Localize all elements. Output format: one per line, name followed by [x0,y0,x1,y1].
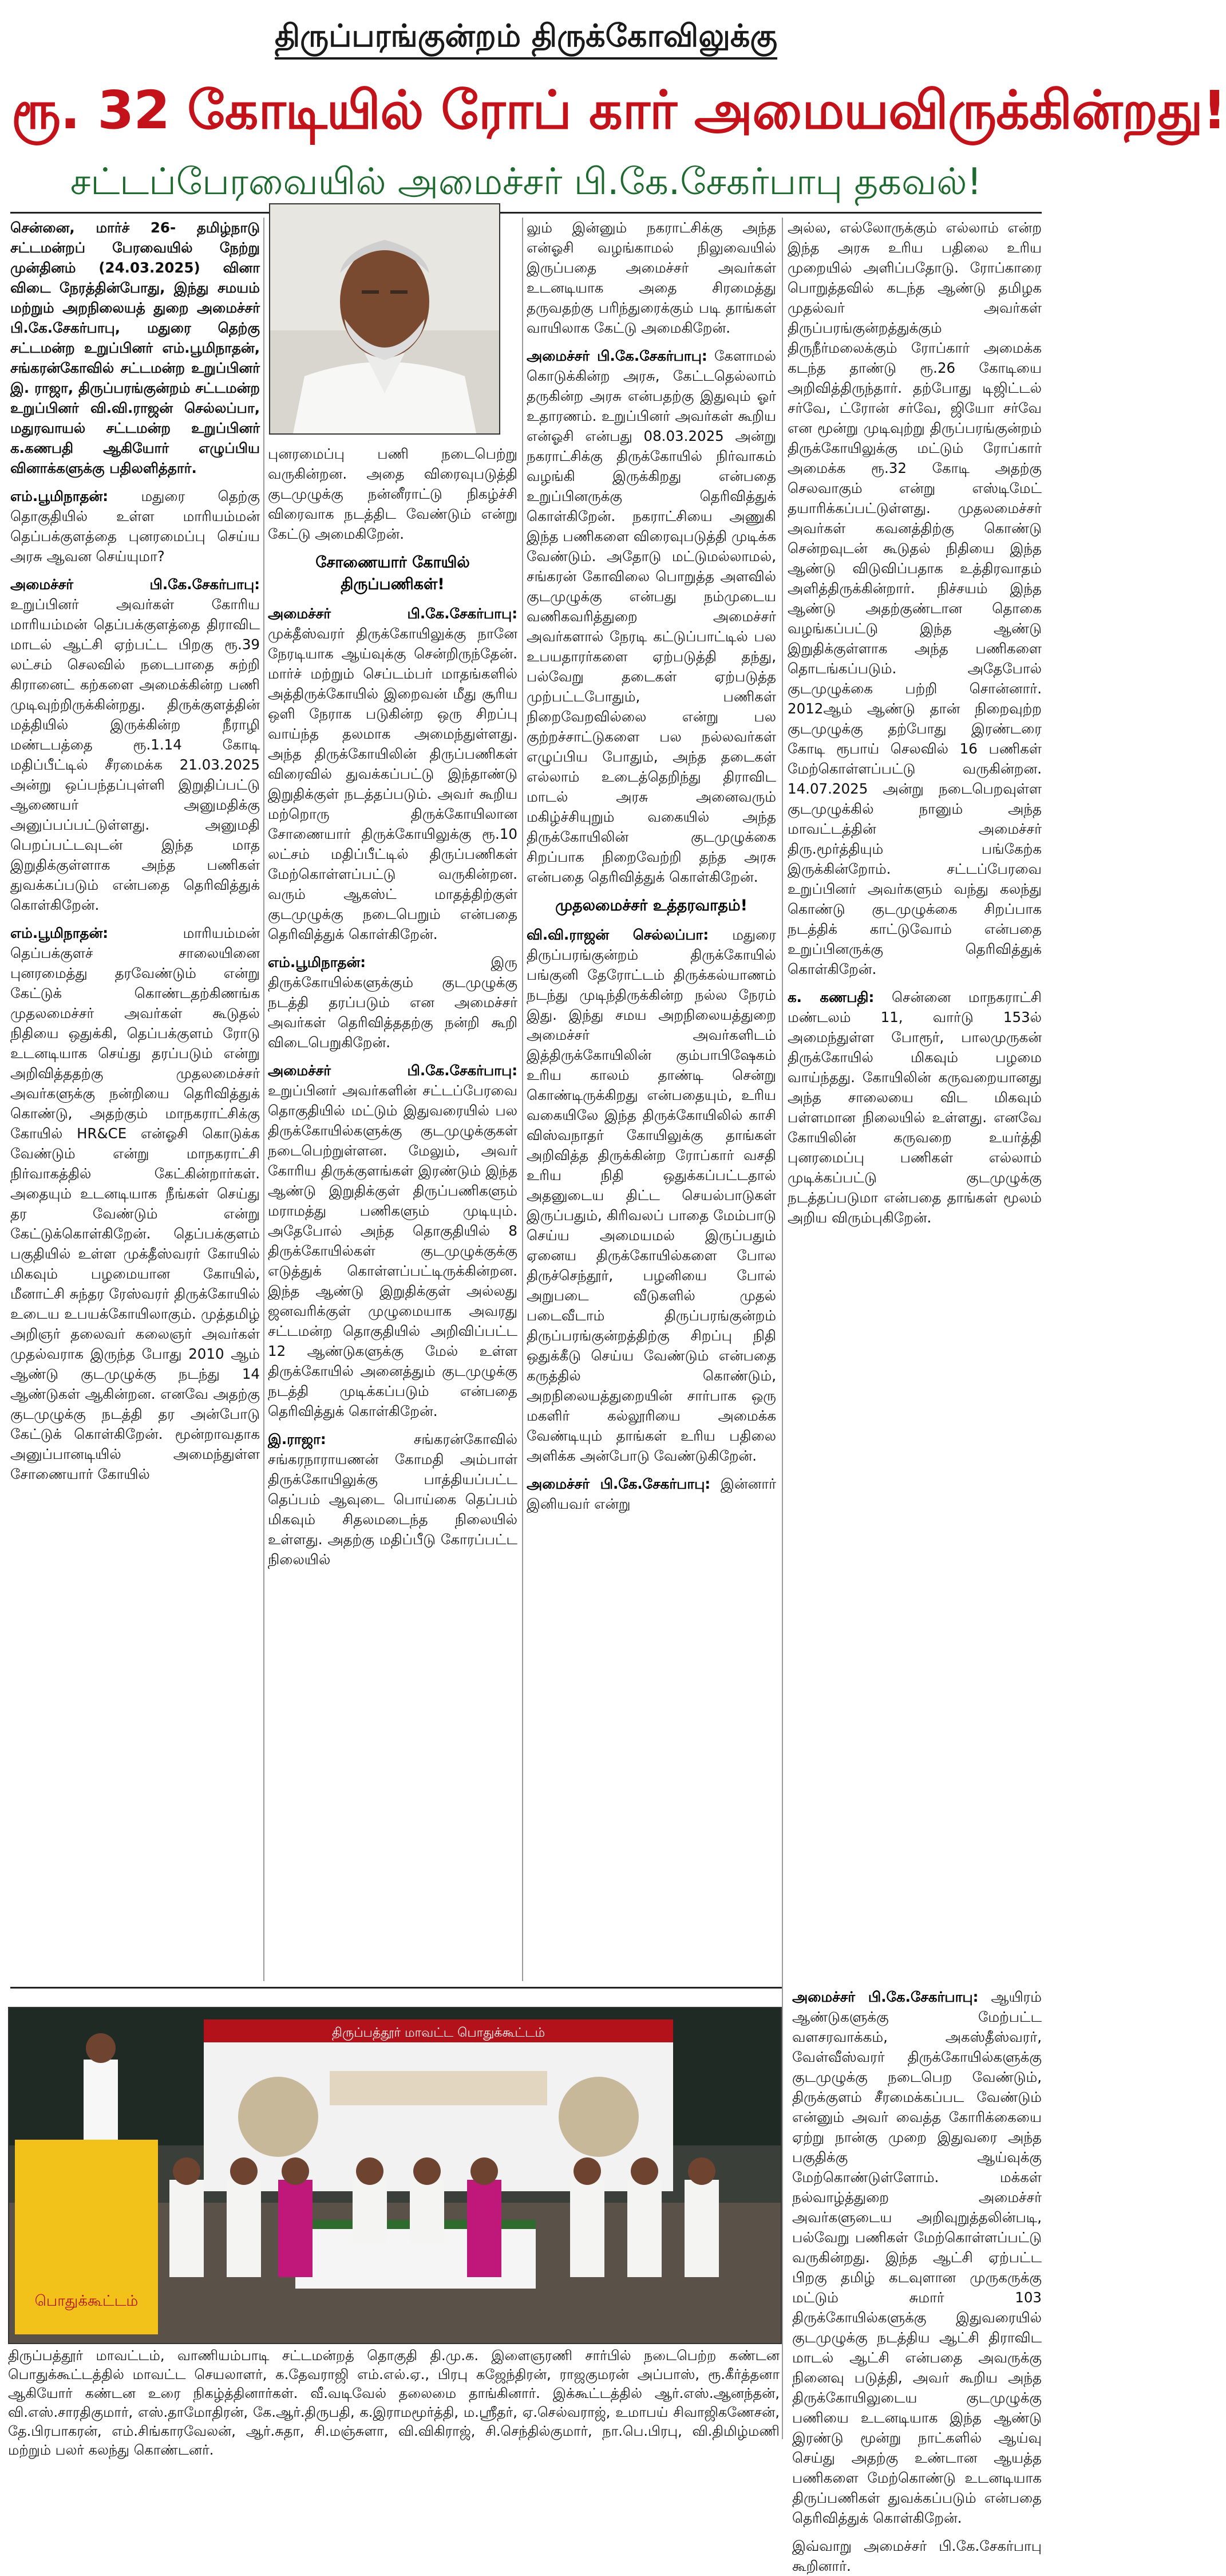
headline: ரூ. 32 கோடியில் ரோப் கார் அமையவிருக்கின்றது! [11,80,1226,141]
minister-portrait [269,203,500,435]
article-column-2 [268,444,517,1981]
qa-paragraph [268,1060,517,1421]
qa-paragraph [527,1474,776,1514]
photo-caption: திருப்பத்தூர் மாவட்டம், வாணியம்பாடி சட்டமன்றத் தொகுதி தி.மு.க. இளைஞரணி சார்பில் நடைபெற்ற கண்டன பொதுக்கூட்டத்தில் மாவட்ட செயலாளர், க.தேவராஜி எம்.எல்.ஏ., பிரபு கஜேந்திரன், ராஜகுமரன் அப்பாஸ், ரூ.கீர்த்தனா ஆகியோர் கண்டன உரை நிகழ்த்தினார்கள். வீ.வடிவேல் தலைமை தாங்கினார். இக்கூட்டத்தில் ஆர்.எஸ்.ஆனந்தன், வி.எஸ்.சாரதிகுமார், எஸ்.தாமோதிரன், கே.ஆர்.திருபதி, க.இராமமூர்த்தி, ம.ஸ்ரீதர், ஏ.செல்வராஜ், உமாபய் சிவாஜிகணேசன், தே.பிரபாகரன், எம்.சிங்காரவேலன், ஆர்.சுதா, சி.மஞ்சுளா, வி.விகிராஜ், சி.செந்தில்குமார், நா.பெ.பிரபு, வி.திமிழ்மணி மற்றும் பலர் கலந்து கொண்டனர். [8,2348,780,2458]
qa-paragraph [10,486,260,566]
kicker-text: திருப்பரங்குன்றம் திருக்கோவிலுக்கு [275,18,777,60]
article-column-1 [10,218,260,1981]
speaker-label: இ.ராஜா: [268,1431,326,1447]
speaker-label: அமைச்சர் பி.கே.சேகர்பாபு: [527,1476,711,1492]
photo-rule [10,1987,782,1989]
qa-paragraph [527,346,776,887]
lead-paragraph: சென்னை, மார்ச் 26- தமிழ்நாடு சட்டமன்றப் பேரவையில் நேற்று முன்தினம் (24.03.2025) வினா விடை நேரத்தின்போது, இந்து சமயம் மற்றும் அறநிலையத் துறை அமைச்சர் பி.கே.சேகர்பாபு, மதுரை தெற்கு சட்டமன்ற உறுப்பினர் எம்.பூமிநாதன், சங்கரன்கோவில் சட்டமன்ற உறுப்பினர் இ. ராஜா, திருப்பரங்குன்றம் சட்டமன்ற உறுப்பினர் வி.வி.ராஜன் செல்லப்பா, மதுரவாயல் சட்டமன்ற உறுப்பினர் க.கணபதி ஆகியோர் எழுப்பிய வினாக்களுக்கு பதிலளித்தார். [10,219,260,476]
event-scene-illustration [9,2008,781,2343]
paragraph-text: லும் இன்னும் நகராட்சிக்கு அந்த என்ஓசி வழங்காமல் நிலுவையில் இருப்பதை அமைச்சர் அவர்கள் உடனடியாக அதை சிரமைத்து தருவதற்கு பரிந்துரைக்கும் படி தாங்கள் வாயிலாக கேட்டு அமைகிறேன். [527,219,776,336]
speaker-label: அமைச்சர் பி.கே.சேகர்பாபு: [10,576,260,593]
qa-paragraph [10,923,260,1484]
speaker-label: க. கணபதி: [788,989,875,1005]
speaker-label: எம்.பூமிநாதன்: [10,488,109,504]
article-column-4 [788,218,1042,1981]
paragraph-text: புனரமைப்பு பணி நடைபெற்று வருகின்றன. அதை விரைவுபடுத்தி குடமுழுக்கு நன்னீராட்டு நிகழ்ச்சி விரைவாக நடத்திட வேண்டும் என்று கேட்டு அமைகிறேன். [268,445,517,542]
speaker-label: அமைச்சர் பி.கே.சேகர்பாபு: [268,1062,517,1079]
qa-paragraph [788,987,1042,1228]
speaker-label: வி.வி.ராஜன் செல்லப்பா: [527,926,709,943]
paragraph-text: உறுப்பினர் அவர்களின் சட்டப்பேரவை தொகுதியில் மட்டும் இதுவரையில் பல திருக்கோயில்களுக்கு குடமுழுக்குகள் நடைபெற்றுள்ளன. மேலும், அவர் கோரிய திருக்குளங்கள் இரண்டும் இந்த ஆண்டு இறுதிக்குள் திருப்பணிகளும் மராமத்து பணிகளும் முடியும். அதேபோல் அந்த தொகுதியில் 8 திருக்கோயில்கள் குடமுழுக்குக்கு எடுத்துக் கொள்ளப்பட்டிருக்கின்றன. இந்த ஆண்டு இறுதிக்குள் அல்லது ஜனவரிக்குள் முழுமையாக அவரது சட்டமன்ற தொகுதியில் அறிவிப்பட்ட 12 ஆண்டுகளுக்கு மேல் உள்ள திருக்கோயில் அனைத்தும் குடமுழுக்கு நடத்தி முடிக்கப்படும் என்பதை தெரிவித்துக் கொள்கிறேன். [268,1082,517,1419]
speaker-label: எம்.பூமிநாதன்: [268,954,366,971]
paragraph-text: மாரியம்மன் தெப்பக்குளச் சாலையினை புனரமைத்து தரவேண்டும் என்று கேட்டுக் கொண்டதற்கிணங்க முதலமைச்சர் அவர்கள் கூடுதல் நிதியை ஒதுக்கி, தெப்பக்குளம் ரோடு உடனடியாக செய்து தரப்படும் என்று அறிவித்ததற்கு முதலமைச்சர் அவர்களுக்கு நன்றியை தெரிவித்துக் கொண்டு, அதற்கும் மாநகராட்சிக்கு கோயில் HR&CE என்ஓசி கொடுக்க வேண்டும் என்று மாநகராட்சி நிர்வாகத்தில் கேட்கின்றார்கள். அதையும் உடனடியாக நீங்கள் செய்து தர வேண்டும் என்று கேட்டுக்கொள்கிறேன். தெப்பக்குளம் பகுதியில் உள்ள முக்தீஸ்வரர் கோயில் மிகவும் பழமையான கோயில், மீனாட்சி சுந்தர ரேஸ்வரர் திருக்கோயில் உடைய உபயக்கோயிலாகும். முத்தமிழ் அறிஞர் தலைவர் கலைஞர் அவர்கள் முதல்வராக இருந்த போது 2010 ஆம் ஆண்டு குடமுழுக்கு நடந்து 14 ஆண்டுகள் ஆகின்றன. எனவே அதற்கு குடமுழுக்கு நடத்தி தர அன்போடு கேட்டுக் கொள்கிறேன். மூன்றாவதாக அனுப்பானடியில் அமைந்துள்ள சோணையார் கோயில் [10,925,260,1482]
column-divider [782,218,783,2439]
speaker-label: அமைச்சர் பி.கே.சேகர்பாபு: [792,1989,979,2005]
section-heading: முதலமைச்சர் உத்தரவாதம்! [555,897,748,914]
speaker-label: எம்.பூமிநாதன்: [10,925,109,941]
paragraph-text: உறுப்பினர் அவர்கள் கோரிய மாரியம்மன் தெப்பக்குளத்தை திராவிட மாடல் ஆட்சி ஏற்பட்ட பிறகு ரூ.39 லட்சம் செலவில் நடைபாதை சுற்றி கிரானைட் கற்களை அமைக்கின்ற பணி முடிவுற்றிருக்கின்றது. திருக்குளத்தின் மத்தியில் இருக்கின்ற நீராழி மண்டபத்தை ரூ.1.14 கோடி மதிப்பீட்டில் சீரமைக்க 21.03.2025 அன்று ஒப்பந்தப்புள்ளி இறுதிப்பட்டு ஆணையர் அனுமதிக்கு அனுப்பப்பட்டுள்ளது. அனுமதி பெறப்பட்டவுடன் இந்த மாத இறுதிக்குள்ளாக அந்த பணிகள் துவக்கப்படும் என்பதை தெரிவித்துக் கொள்கிறேன். [10,596,260,913]
speaker-label: அமைச்சர் பி.கே.சேகர்பாபு: [268,605,517,622]
paragraph-text: சென்னை மாநகராட்சி மண்டலம் 11, வார்டு 153ல் அமைந்துள்ள போரூர், பாலமுருகன் திருக்கோயில் மிகவும் பழமை வாய்ந்தது. கோயிலின் கருவறையானது அந்த சாலையை விட மிகவும் பள்ளமான நிலையில் உள்ளது. எனவே கோயிலின் கருவறை உயர்த்தி புனரமைப்பு பணிகள் எல்லாம் முடிக்கப்பட்டு குடமுழுக்கு நடத்தப்படுமா என்பதை தாங்கள் மூலம் அறிய விரும்புகிறேன். [788,989,1042,1226]
speaker-label: அமைச்சர் பி.கே.சேகர்பாபு: [527,348,707,364]
paragraph-text: மதுரை திருப்பரங்குன்றம் திருக்கோயில் பங்குனி தேரோட்டம் திருக்கல்யாணம் நடந்து முடிந்திருக்கின்ற நல்ல நேரம் இது. இந்து சமய அறநிலையத்துறை அமைச்சர் அவர்களிடம் இத்திருக்கோயிலின் கும்பாபிஷேகம் உரிய காலம் தாண்டி சென்று கொண்டிருக்கிறது என்பதையும், உரிய வகையிலே இந்த திருக்கோயிலில் காசி விஸ்வநாதர் கோயிலுக்கு தாங்கள் அறிவித்த திருக்கின்ற ரோப்கார் வசதி உரிய நிதி ஒதுக்கப்பட்டதால் அதனுடைய திட்ட செயல்பாடுகள் இருப்பதும், கிரிவலப் பாதை மேம்பாடு செய்ய அமையமல் இருப்பதும் ஏனைய திருக்கோயில்களை போல திருச்செந்தூர், பழனியை போல் அறுபடை வீடுகளில் முதல் படைவீடாம் திருப்பரங்குன்றம் திருப்பரங்குன்றத்திற்கு சிறப்பு நிதி ஒதுக்கீடு செய்ய வேண்டும் என்பதை கருத்தில் கொண்டும், அறநிலையத்துறையின் சார்பாக ஒரு மகளிர் கல்லூரியை அமைக்க வேண்டியும் தாங்கள் உரிய பதிலை அளிக்க அன்போடு வேண்டுகிறேன். [527,926,776,1464]
column-divider [263,218,264,1981]
header-rule [10,212,1042,214]
paragraph-text: இரு திருக்கோயில்களுக்கும் குடமுழுக்கு நடத்தி தரப்படும் என அமைச்சர் அவர்கள் தெரிவித்ததற்கு நன்றி கூறி விடைபெறுகிறேன். [268,954,517,1051]
portrait-illustration [270,204,499,433]
column-divider [522,218,523,1981]
article-column-3 [527,218,776,1981]
qa-paragraph [792,1987,1042,2528]
qa-paragraph [10,574,260,915]
paragraph-text: சங்கரன்கோவில் சங்கரநாராயணன் கோமதி அம்பாள் திருக்கோயிலுக்கு பாத்தியப்பட்ட தெப்பம் ஆவுடை பொய்கை தெப்பம் மிகவும் சிதலமடைந்த நிலையில் உள்ளது. அதற்கு மதிப்பீடு கோரப்பட்ட நிலையில் [268,1431,517,1568]
paragraph-text: மதுரை தெற்கு தொகுதியில் உள்ள மாரியம்மன் தெப்பக்குளத்தை புனரமைப்பு செய்ய அரசு ஆவன செய்யுமா? [10,488,260,565]
kicker [0,5,1052,68]
podium-text: பொதுக்கூட்டம் [34,2293,139,2310]
qa-paragraph [268,603,517,944]
qa-paragraph [268,1429,517,1569]
subhead: சட்டப்பேரவையில் அமைச்சர் பி.கே.சேகர்பாபு தகவல்! [70,161,982,203]
paragraph-text: அல்ல, எல்லோருக்கும் எல்லாம் என்ற இந்த அரசு உரிய பதிலை உரிய முறையில் அளிப்பதோடு. ரோப்காரை பொறுத்தவில் கடந்த ஆண்டு தமிழக முதல்வர் அவர்கள் திருப்பரங்குன்றத்துக்கும் திருநீர்மலைக்கும் ரோப்கார் அமைக்க கடந்த தாண்டு ரூ.26 கோடியை அறிவித்திருந்தார். தற்போது டிஜிட்டல் சர்வே, ட்ரோன் சர்வே, ஜியோ சர்வே என மூன்று முடிவுற்று திருப்பரங்குன்றம் திருக்கோயிலுக்கு மட்டும் ரோப்கார் அமைக்க ரூ.32 கோடி அதற்கு செலவாகும் என்று எஸ்டிமேட் தயாரிக்கப்பட்டுள்ளது. முதலமைச்சர் அவர்கள் கவனத்திற்கு கொண்டு சென்றவுடன் கூடுதல் நிதியை இந்த ஆண்டு விடுவிப்பதாக உத்திரவாதம் அளித்திருக்கின்றார். நிச்சயம் இந்த ஆண்டு அதற்குண்டான தொகை வழங்கப்பட்டு இந்த ஆண்டு இறுதிக்குள்ளாக அந்த பணிகளை தொடங்கப்படும். அதேபோல் குடமுழுக்கை பற்றி சொன்னார். 2012ஆம் ஆண்டு தான் நிறைவுற்ற குடமுழுக்கு தற்போது இரண்டரை கோடி ரூபாய் செலவில் 16 பணிகள் மேற்கொள்ளப்பட்டு வருகின்றன. 14.07.2025 அன்று நடைபெறவுள்ள குடமுழுக்கில் நானும் அந்த மாவட்டத்தின் அமைச்சர் திரு.மூர்த்தியும் பங்கேற்க இருக்கின்றோம். சட்டப்பேரவை உறுப்பினர் அவர்களும் வந்து கலந்து கொண்டு குடமுழுக்கை சிறப்பாக நடத்திக் காட்டுவோம் என்பதை உறுப்பினருக்கு தெரிவித்துக் கொள்கிறேன். [788,219,1042,977]
paragraph-text: கேளாமல் கொடுக்கின்ற அரசு, கேட்டதெல்லாம் தருகின்ற அரசு என்பதற்கு இதுவும் ஓர் உதாரணம். உறுப்பினர் அவர்கள் கூறிய என்ஓசி என்பது 08.03.2025 அன்று நகராட்சிக்கு திருக்கோயில் நிர்வாகம் வழங்கி இருக்கிறது என்பதை உறுப்பினருக்கு தெரிவித்துக் கொள்கிறேன். நகராட்சியை அணுகி இந்த பணிகளை விரைவுபடுத்தி முடிக்க வேண்டும். அதோடு மட்டுமல்லாமல், சங்கரன் கோவிலை பொறுத்த அளவில் குடமுழுக்கு என்பது நம்முடைய வணிகவரித்துறை அமைச்சர் அவர்களால் நேரடி கட்டுப்பாட்டில் பல உபயதாரர்களை ஏற்படுத்தி தந்து, பல்வேறு தடைகள் ஏற்படுத்த முற்பட்டபோதும், பணிகள் நிறைவேறவில்லை என்று பல குற்றச்சாட்டுகளை பல நல்லவர்கள் எழுப்பிய போதும், அந்த தடைகள் எல்லாம் உடைத்தெறிந்து திராவிட மாடல் அரசு அனைவரும் மகிழ்ச்சியுறும் வகையில் அந்த திருக்கோயிலின் குடமுழுக்கை சிறப்பாக நிறைவேற்றி தந்த அரசு என்பதை தெரிவித்துக் கொள்கிறேன். [527,348,776,885]
paragraph-text: இன்னார் இனியவர் என்று [527,1476,776,1512]
qa-paragraph [527,925,776,1466]
qa-paragraph [268,952,517,1052]
section-heading: சோணையார் கோயில் திருப்பணிகள்! [315,554,470,593]
paragraph-text: முக்தீஸ்வரர் திருக்கோயிலுக்கு நானே நேரடியாக ஆய்வுக்கு சென்றிருந்தேன். மார்ச் மற்றும் செப்டம்பர் மாதங்களில் அத்திருக்கோயில் இறைவன் மீது சூரிய ஒளி நேராக படுகின்ற ஒரு சிறப்பு வாய்ந்த தலமாக அமைந்துள்ளது. அந்த திருக்கோயிலின் திருப்பணிகள் விரைவில் துவக்கப்பட்டு இந்தாண்டு இறுதிக்குள் நடத்தப்படும். அவர் கூறிய மற்றொரு திருக்கோயிலான சோணையார் திருக்கோயிலுக்கு ரூ.10 லட்சம் மதிப்பீட்டில் திருப்பணிகள் மேற்கொள்ளப்பட்டு வருகின்றன. வரும் ஆகஸ்ட் மாதத்திற்குள் குடமுழுக்கு நடைபெறும் என்பதை தெரிவித்துக் கொள்கிறேன். [268,625,517,942]
event-photo [8,2007,782,2344]
closing-paragraph: இவ்வாறு அமைச்சர் பி.கே.சேகர்பாபு கூறினார். [792,2538,1042,2574]
banner-text: திருப்பத்தூர் மாவட்ட பொதுக்கூட்டம் [331,2026,545,2040]
article-column-4-continued [792,1987,1042,2574]
paragraph-text: ஆயிரம் ஆண்டுகளுக்கு மேற்பட்ட வளசரவாக்கம், அகஸ்தீஸ்வரர், வேள்வீஸ்வரர் திருக்கோயில்களுக்கு குடமுழுக்கு நடைபெற வேண்டும், திருக்குளம் சீரமைக்கப்பட வேண்டும் என்னும் அவர் வைத்த கோரிக்கையை ஏற்று நான்கு முறை இதுவரை அந்த பகுதிக்கு ஆய்வுக்கு மேற்கொண்டுள்ளோம். மக்கள் நல்வாழ்த்துறை அமைச்சர் அவர்களுடைய அறிவுறுத்தலின்படி, பல்வேறு பணிகள் மேற்கொள்ளப்பட்டு வருகின்றது. இந்த ஆட்சி ஏற்பட்ட பிறகு தமிழ் கடவுளான முருகருக்கு மட்டும் சுமார் 103 திருக்கோயில்களுக்கு இதுவரையில் குடமுழுக்கு நடத்திய ஆட்சி திராவிட மாடல் ஆட்சி என்பதை அவருக்கு நினைவு படுத்தி, அவர் கூறிய அந்த திருக்கோயிலுடைய குடமுழுக்கு பணியை உடனடியாக இந்த ஆண்டு இரண்டு மூன்று நாட்களில் ஆய்வு செய்து அதற்கு உண்டான ஆயத்த பணிகளை மேற்கொண்டு உடனடியாக திருப்பணிகள் துவக்கப்படும் என்பதை தெரிவித்துக் கொள்கிறேன். [792,1989,1042,2526]
